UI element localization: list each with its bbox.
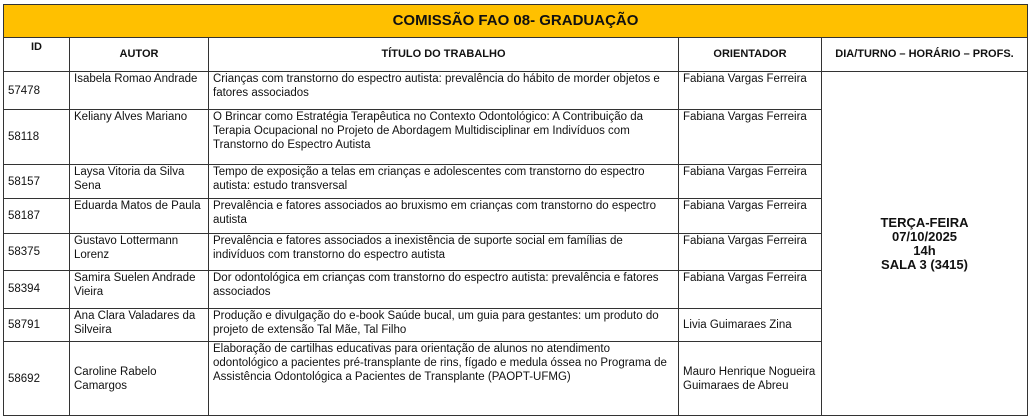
row-orientador: Livia Guimaraes Zina	[679, 308, 822, 342]
column-header-agenda: DIA/TURNO – HORÁRIO – PROFS.	[822, 37, 1028, 72]
column-header-autor: AUTOR	[70, 37, 209, 72]
header-row	[4, 37, 1028, 72]
row-id: 58791	[4, 308, 70, 342]
row-titulo: O Brincar como Estratégia Terapêutica no Contexto Odontológico: A Contribuição da Terapia Ocupacional no Projeto de Abordagem Multidisciplinar em Indivíduos com Transtorno do Espectro Autista	[209, 110, 679, 165]
row-id: 57478	[4, 72, 70, 110]
row-orientador: Fabiana Vargas Ferreira	[679, 164, 822, 199]
row-autor: Samira Suelen Andrade Vieira	[70, 270, 209, 308]
row-id: 58118	[4, 110, 70, 165]
schedule-room: SALA 3 (3415)	[881, 256, 968, 272]
row-id: 58157	[4, 164, 70, 199]
row-titulo: Produção e divulgação do e-book Saúde bucal, um guia para gestantes: um produto do projeto de extensão Tal Mãe, Tal Filho	[209, 308, 679, 342]
schedule-day: TERÇA-FEIRA	[880, 214, 969, 230]
column-header-orientador: ORIENTADOR	[679, 37, 822, 72]
table-row	[4, 72, 1028, 110]
commission-table	[3, 4, 1028, 416]
row-autor: Gustavo Lottermann Lorenz	[70, 234, 209, 271]
row-titulo: Elaboração de cartilhas educativas para orientação de alunos no atendimento odontológico a pacientes pré-transplante de rins, fígado e medula óssea no Programa de Assistência Odontológica a Pacientes de Transplante (PAOPT-UFMG)	[209, 342, 679, 416]
row-autor: Ana Clara Valadares da Silveira	[70, 308, 209, 342]
row-autor: Isabela Romao Andrade	[70, 72, 209, 110]
row-orientador: Mauro Henrique Nogueira Guimaraes de Abreu	[679, 342, 822, 416]
row-autor: Keliany Alves Mariano	[70, 110, 209, 165]
table-title: COMISSÃO FAO 08- GRADUAÇÃO	[4, 5, 1028, 38]
column-header-id: ID	[4, 37, 70, 72]
schedule-time: 14h	[913, 242, 936, 258]
row-orientador: Fabiana Vargas Ferreira	[679, 234, 822, 271]
row-id: 58187	[4, 199, 70, 234]
row-orientador: Fabiana Vargas Ferreira	[679, 72, 822, 110]
row-autor: Laysa Vitoria da Silva Sena	[70, 164, 209, 199]
title-row	[4, 5, 1028, 38]
row-titulo: Dor odontológica em crianças com transtorno do espectro autista: prevalência e fatores associados	[209, 270, 679, 308]
row-id: 58375	[4, 234, 70, 271]
row-autor: Eduarda Matos de Paula	[70, 199, 209, 234]
row-orientador: Fabiana Vargas Ferreira	[679, 199, 822, 234]
row-titulo: Tempo de exposição a telas em crianças e adolescentes com transtorno do espectro autista: estudo transversal	[209, 164, 679, 199]
column-header-titulo: TÍTULO DO TRABALHO	[209, 37, 679, 72]
row-orientador: Fabiana Vargas Ferreira	[679, 270, 822, 308]
row-orientador: Fabiana Vargas Ferreira	[679, 110, 822, 165]
row-autor: Caroline Rabelo Camargos	[70, 342, 209, 416]
row-id: 58692	[4, 342, 70, 416]
row-titulo: Prevalência e fatores associados a inexistência de suporte social em famílias de indivíduos com transtorno do espectro autista	[209, 234, 679, 271]
row-titulo: Prevalência e fatores associados ao bruxismo em crianças com transtorno do espectro autista	[209, 199, 679, 234]
schedule-cell	[822, 72, 1028, 416]
row-titulo: Crianças com transtorno do espectro autista: prevalência do hábito de morder objetos e fatores associados	[209, 72, 679, 110]
schedule-date: 07/10/2025	[891, 228, 958, 244]
row-id: 58394	[4, 270, 70, 308]
